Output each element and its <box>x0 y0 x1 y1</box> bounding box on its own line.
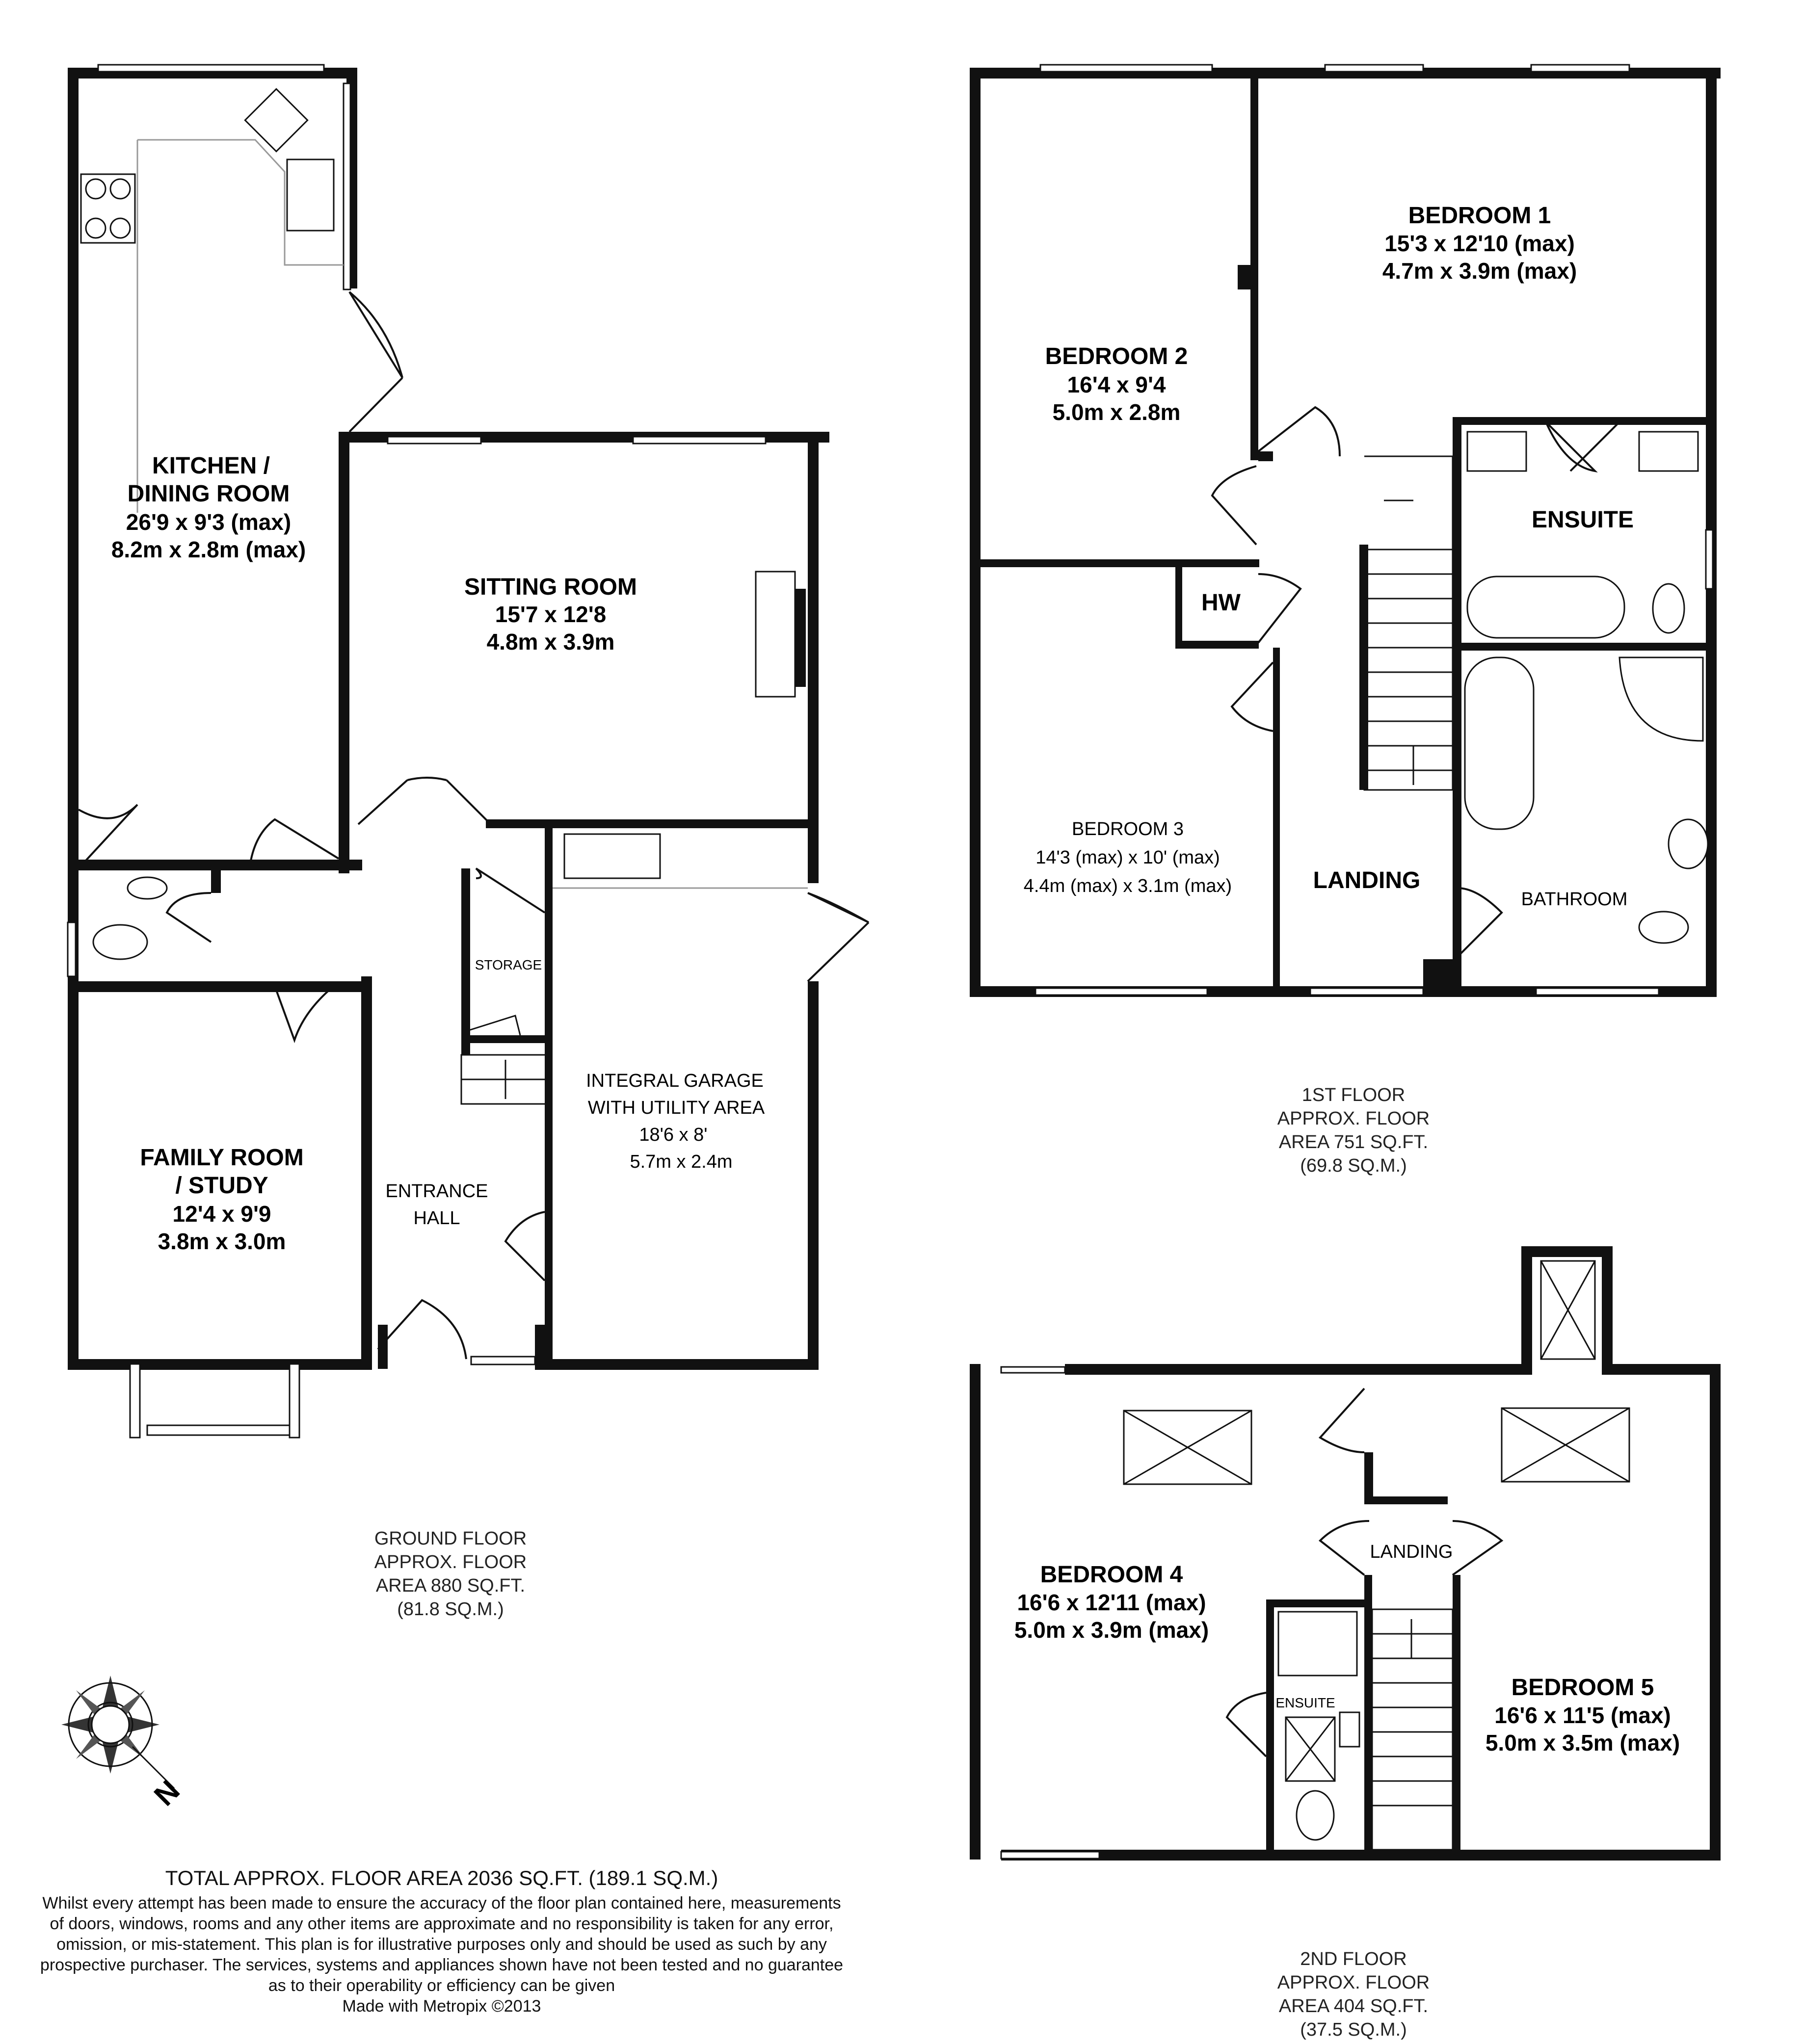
wall <box>1364 1496 1448 1504</box>
wall <box>1001 1850 1721 1861</box>
window <box>1040 65 1212 72</box>
kitchen-name: KITCHEN / <box>152 453 270 479</box>
window <box>98 65 324 72</box>
wall <box>1423 959 1453 991</box>
wall <box>68 981 79 1369</box>
credit: Made with Metropix ©2013 <box>342 1997 541 2016</box>
sitting-room-name: SITTING ROOM <box>464 574 637 600</box>
kitchen-dim-imperial: 26'9 x 9'3 (max) <box>126 509 292 535</box>
window <box>68 922 76 976</box>
wall <box>68 981 362 992</box>
ground-floor-area: AREA 880 SQ.FT. <box>375 1575 526 1596</box>
ground-floor-title: GROUND FLOOR <box>374 1528 527 1549</box>
entrance-hall-name: ENTRANCE <box>385 1181 488 1202</box>
wall <box>545 819 553 1364</box>
ground-floor-area: APPROX. FLOOR <box>374 1552 527 1572</box>
wall <box>1266 1599 1274 1850</box>
sink-icon <box>287 159 334 231</box>
compass-rose-icon <box>61 1676 174 1788</box>
door <box>1458 888 1502 957</box>
window <box>1035 988 1207 995</box>
bathroom-name: BATHROOM <box>1521 889 1628 910</box>
family-room-dim-metric: 3.8m x 3.0m <box>158 1229 286 1254</box>
family-room-dim-imperial: 12'4 x 9'9 <box>172 1201 271 1227</box>
window <box>1325 65 1423 72</box>
second-floor-title: 2ND FLOOR <box>1300 1949 1407 1969</box>
window <box>344 83 350 289</box>
bedroom-5-dim-imperial: 16'6 x 11'5 (max) <box>1494 1703 1671 1728</box>
toilet-icon <box>1297 1791 1334 1840</box>
wall <box>486 819 819 828</box>
wall <box>1364 1575 1372 1860</box>
wall <box>1453 1575 1460 1860</box>
sitting-room-dim-imperial: 15'7 x 12'8 <box>495 602 607 627</box>
shower-icon <box>1278 1612 1357 1676</box>
stair-break <box>469 1016 520 1035</box>
bedroom-1-dim-imperial: 15'3 x 12'10 (max) <box>1384 231 1575 256</box>
landing-name: LANDING <box>1313 867 1421 893</box>
wall <box>361 976 372 1369</box>
wall <box>1238 265 1250 289</box>
wall <box>1710 1364 1721 1860</box>
door <box>1212 466 1256 545</box>
door <box>808 893 869 922</box>
wall <box>1175 641 1259 649</box>
door <box>1320 1389 1364 1452</box>
bedroom-5-name: BEDROOM 5 <box>1511 1675 1654 1701</box>
door <box>1320 1521 1369 1575</box>
door <box>1546 422 1595 471</box>
door <box>250 819 339 864</box>
entrance-hall-name: HALL <box>413 1208 460 1229</box>
window <box>1531 65 1629 72</box>
garage-dim-imperial: 18'6 x 8' <box>639 1125 708 1145</box>
wall <box>68 68 79 867</box>
second-floor-area: APPROX. FLOOR <box>1277 1972 1430 1993</box>
first-floor-title: 1ST FLOOR <box>1301 1085 1406 1105</box>
bedroom-4-name: BEDROOM 4 <box>1040 1562 1183 1588</box>
wall <box>1250 68 1258 460</box>
family-room-name: / STUDY <box>175 1173 268 1199</box>
door <box>476 868 545 913</box>
ensuite-name: ENSUITE <box>1531 507 1634 533</box>
landing-name: LANDING <box>1370 1542 1453 1562</box>
window <box>130 1364 140 1438</box>
door <box>1227 1693 1266 1756</box>
door <box>349 378 402 432</box>
basin-icon <box>128 877 167 899</box>
door <box>358 778 491 824</box>
disclaimer-line: omission, or mis-statement. This plan is for illustrative purposes only and should be used as such by any <box>56 1935 827 1954</box>
wall <box>339 432 349 873</box>
first-floor-area: AREA 751 SQ.FT. <box>1278 1132 1429 1153</box>
door <box>275 986 334 1040</box>
door <box>1453 1521 1502 1575</box>
window <box>1706 530 1713 589</box>
basin-icon <box>1639 432 1698 471</box>
wall <box>970 1364 981 1860</box>
toilet-icon <box>93 925 147 959</box>
window <box>290 1364 299 1438</box>
bedroom-3-name: BEDROOM 3 <box>1071 819 1184 839</box>
window <box>633 437 766 444</box>
wall <box>808 432 819 883</box>
wall <box>970 68 981 996</box>
wall <box>1457 417 1707 425</box>
wall <box>1364 1452 1373 1496</box>
door <box>505 1212 545 1281</box>
door <box>378 1300 466 1359</box>
toilet-icon <box>1639 912 1688 943</box>
door <box>349 292 402 378</box>
garage-dim-metric: 5.7m x 2.4m <box>630 1152 733 1172</box>
hw-name: HW <box>1201 590 1241 616</box>
storage-name: STORAGE <box>475 957 542 972</box>
bedroom-2-dim-imperial: 16'4 x 9'4 <box>1067 372 1166 397</box>
stairs-icon <box>1364 456 1453 550</box>
wall <box>808 981 819 1369</box>
second-floor-plan <box>970 1246 1721 1861</box>
wall <box>1273 648 1280 991</box>
window <box>1001 1852 1099 1859</box>
door <box>79 805 137 868</box>
fireplace-icon <box>756 572 795 697</box>
bath-icon <box>1465 657 1534 829</box>
stairs-icon <box>1372 1609 1453 1850</box>
window <box>471 1357 535 1364</box>
garage-name: WITH UTILITY AREA <box>587 1098 765 1118</box>
bedroom-5-dim-metric: 5.0m x 3.5m (max) <box>1485 1730 1680 1756</box>
sink-icon <box>245 89 307 151</box>
toilet-icon <box>1653 584 1684 633</box>
bath-icon <box>1467 577 1624 638</box>
garage-name: INTEGRAL GARAGE <box>586 1071 764 1091</box>
wall <box>211 864 221 893</box>
disclaimer-line: Whilst every attempt has been made to ensure the accuracy of the floor plan contained here, measurements <box>42 1894 841 1913</box>
chimney <box>795 589 806 687</box>
basin-icon <box>1340 1712 1359 1747</box>
basin-icon <box>1467 432 1526 471</box>
total-area: TOTAL APPROX. FLOOR AREA 2036 SQ.FT. (189.1 SQ.M.) <box>165 1866 718 1889</box>
window <box>1310 988 1423 995</box>
bedroom-2-dim-metric: 5.0m x 2.8m <box>1052 399 1181 425</box>
second-floor-area: (37.5 SQ.M.) <box>1300 2019 1407 2040</box>
first-floor-area: APPROX. FLOOR <box>1277 1108 1430 1129</box>
first-floor-area: (69.8 SQ.M.) <box>1300 1155 1407 1176</box>
wall <box>970 559 1259 567</box>
door <box>1570 422 1619 471</box>
wall <box>1602 1364 1721 1375</box>
hob-icon <box>81 174 135 243</box>
stairs-icon <box>1364 550 1453 790</box>
wall <box>461 1035 550 1043</box>
window <box>1536 988 1659 995</box>
wall <box>1602 1246 1613 1375</box>
wall <box>1065 1364 1528 1375</box>
bedroom-3-dim-imperial: 14'3 (max) x 10' (max) <box>1035 847 1220 868</box>
kitchen-dim-metric: 8.2m x 2.8m (max) <box>111 537 306 562</box>
bedroom-1-name: BEDROOM 1 <box>1408 203 1551 229</box>
bedroom-4-dim-metric: 5.0m x 3.9m (max) <box>1014 1617 1209 1643</box>
door <box>1258 574 1300 643</box>
wall <box>1453 643 1707 651</box>
disclaimer-line: of doors, windows, rooms and any other items are approximate and no responsibility is taken for any error, <box>50 1914 834 1933</box>
shower-icon <box>1619 657 1703 741</box>
basin-icon <box>1669 819 1708 868</box>
compass-north-label: N <box>147 1774 186 1812</box>
wall <box>1175 559 1182 648</box>
wall <box>1521 1246 1532 1375</box>
wall <box>535 1359 819 1370</box>
wall <box>1453 417 1461 996</box>
disclaimer-line: prospective purchaser. The services, systems and appliances shown have not been tested and no guarantee <box>40 1956 844 1974</box>
wall <box>1521 1246 1613 1257</box>
wall <box>461 868 470 1055</box>
bedroom-3-dim-metric: 4.4m (max) x 3.1m (max) <box>1023 876 1232 896</box>
bedroom-2-name: BEDROOM 2 <box>1045 343 1188 369</box>
sitting-room-dim-metric: 4.8m x 3.9m <box>486 629 615 655</box>
sink-icon <box>564 834 660 878</box>
door <box>1232 662 1273 731</box>
window <box>147 1425 290 1435</box>
wall <box>535 1325 553 1369</box>
window <box>388 437 481 444</box>
bedroom-4-dim-imperial: 16'6 x 12'11 (max) <box>1017 1590 1206 1615</box>
kitchen-name: DINING ROOM <box>127 481 290 507</box>
window <box>1001 1367 1065 1373</box>
bedroom-1-dim-metric: 4.7m x 3.9m (max) <box>1382 258 1577 284</box>
wall <box>1266 1599 1369 1607</box>
door <box>1258 407 1340 456</box>
second-floor-area: AREA 404 SQ.FT. <box>1278 1996 1429 2017</box>
wall <box>1258 451 1273 461</box>
wall <box>68 1359 372 1370</box>
family-room-name: FAMILY ROOM <box>140 1145 304 1171</box>
ensuite-name: ENSUITE <box>1275 1695 1335 1710</box>
ground-floor-area: (81.8 SQ.M.) <box>397 1599 504 1620</box>
disclaimer-line: as to their operability or efficiency can be given <box>268 1976 615 1995</box>
door <box>808 922 869 981</box>
door <box>167 893 211 942</box>
